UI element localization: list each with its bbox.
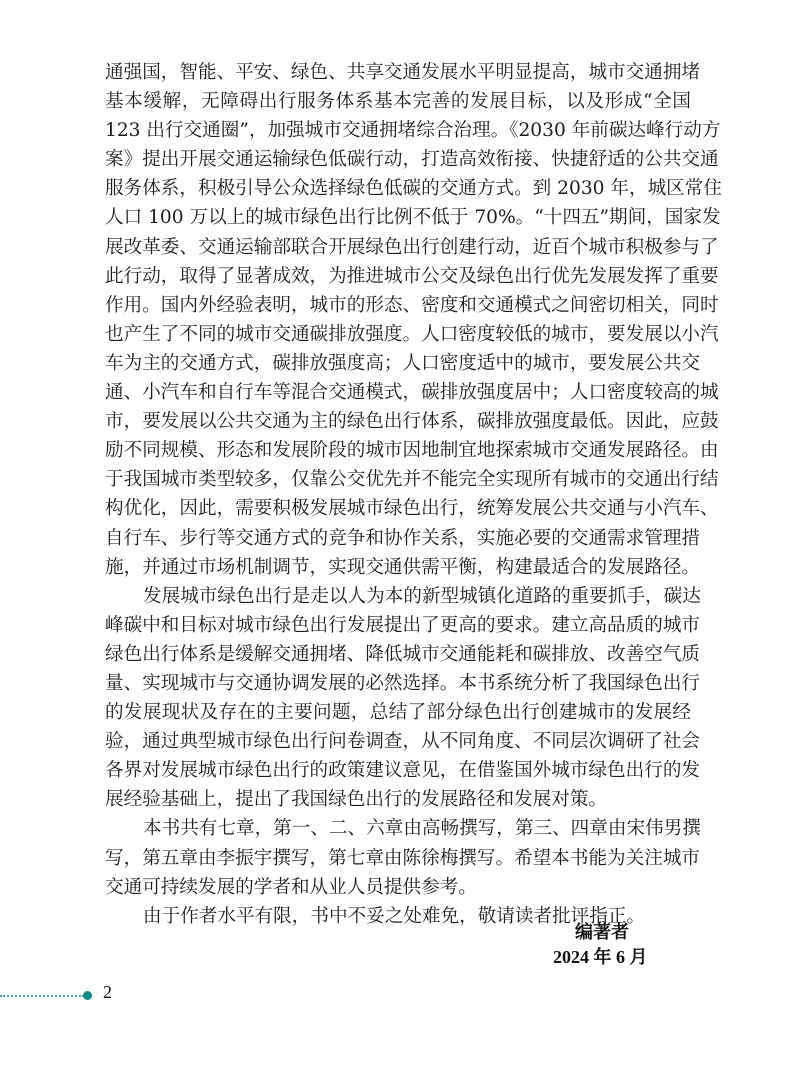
footer-dot-icon — [83, 991, 92, 1000]
text-line: 展改革委、交通运输部联合开展绿色出行创建行动，近百个城市积极参与了 — [105, 236, 719, 258]
text-line: 展经验基础上，提出了我国绿色出行的发展路径和发展对策。 — [105, 789, 608, 811]
text-line: 由于作者水平有限，书中不妥之处难免，敬请读者批评指正。 — [143, 905, 646, 927]
body-text — [105, 58, 722, 931]
text-line: 本书共有七章，第一、二、六章由高畅撰写，第三、四章由宋伟男撰 — [143, 818, 701, 840]
paragraph — [105, 582, 701, 815]
text-line: 构优化，因此，需要积极发展城市绿色出行，统筹发展公共交通与小汽车、 — [105, 498, 719, 520]
text-line: 绿色出行体系是缓解交通拥堵、降低城市交通能耗和碳排放、改善空气质 — [105, 643, 701, 665]
text-line: 通、小汽车和自行车等混合交通模式，碳排放强度居中；人口密度较高的城 — [105, 382, 719, 404]
text-line: 作用。国内外经验表明，城市的形态、密度和交通模式之间密切相关，同时 — [105, 294, 719, 316]
text-line: 于我国城市类型较多，仅靠公交优先并不能完全实现所有城市的交通出行结 — [105, 469, 719, 491]
text-line: 励不同规模、形态和发展阶段的城市因地制宜地探索城市交通发展路径。由 — [105, 440, 719, 462]
paragraph — [105, 814, 701, 901]
text-line: 验，通过典型城市绿色出行问卷调查，从不同角度、不同层次调研了社会 — [105, 731, 701, 753]
text-line: 各界对发展城市绿色出行的政策建议意见，在借鉴国外城市绿色出行的发 — [105, 760, 701, 782]
text-line: 此行动，取得了显著成效，为推进城市公交及绿色出行优先发展发挥了重要 — [105, 265, 719, 287]
page-number: 2 — [103, 982, 112, 1002]
signature-date: 2024 年 6 月 — [553, 947, 648, 967]
text-line: 施，并通过市场机制调节，实现交通供需平衡，构建最适合的发展路径。 — [105, 556, 701, 578]
text-line: 市，要发展以公共交通为主的绿色出行体系，碳排放强度最低。因此，应鼓 — [105, 411, 719, 433]
text-line: 通强国，智能、平安、绿色、共享交通发展水平明显提高，城市交通拥堵 — [105, 62, 701, 83]
text-line: 写，第五章由李振宇撰写，第七章由陈徐梅撰写。希望本书能为关注城市 — [105, 847, 701, 869]
paragraph — [105, 58, 722, 582]
text-line: 基本缓解，无障碍出行服务体系基本完善的发展目标，以及形成“全国 — [105, 91, 691, 113]
text-line: 峰碳中和目标对城市绿色出行发展提出了更高的要求。建立高品质的城市 — [105, 614, 701, 636]
text-line: 的发展现状及存在的主要问题，总结了部分绿色出行创建城市的发展经 — [105, 702, 691, 724]
text-line: 123 出行交通圈”，加强城市交通拥堵综合治理。《2030 年前碳达峰行动方 — [105, 120, 721, 142]
text-line: 人口 100 万以上的城市绿色出行比例不低于 70%。“十四五”期间，国家发 — [105, 207, 721, 229]
text-line: 案》提出开展交通运输绿色低碳行动，打造高效衔接、快捷舒适的公共交通 — [105, 149, 719, 171]
signature-author: 编著者 — [575, 922, 629, 942]
footer-dotted-line — [0, 995, 84, 997]
text-line: 也产生了不同的城市交通碳排放强度。人口密度较低的城市，要发展以小汽 — [105, 323, 719, 345]
text-line: 服务体系，积极引导公众选择绿色低碳的交通方式。到 2030 年，城区常住 — [105, 178, 722, 200]
text-line: 自行车、步行等交通方式的竞争和协作关系，实施必要的交通需求管理措 — [105, 527, 701, 549]
text-line: 交通可持续发展的学者和从业人员提供参考。 — [105, 876, 477, 898]
text-line: 车为主的交通方式，碳排放强度高；人口密度适中的城市，要发展公共交 — [105, 352, 701, 374]
text-line: 量、实现城市与交通协调发展的必然选择。本书系统分析了我国绿色出行 — [105, 672, 701, 694]
text-line: 发展城市绿色出行是走以人为本的新型城镇化道路的重要抓手，碳达 — [143, 585, 701, 607]
